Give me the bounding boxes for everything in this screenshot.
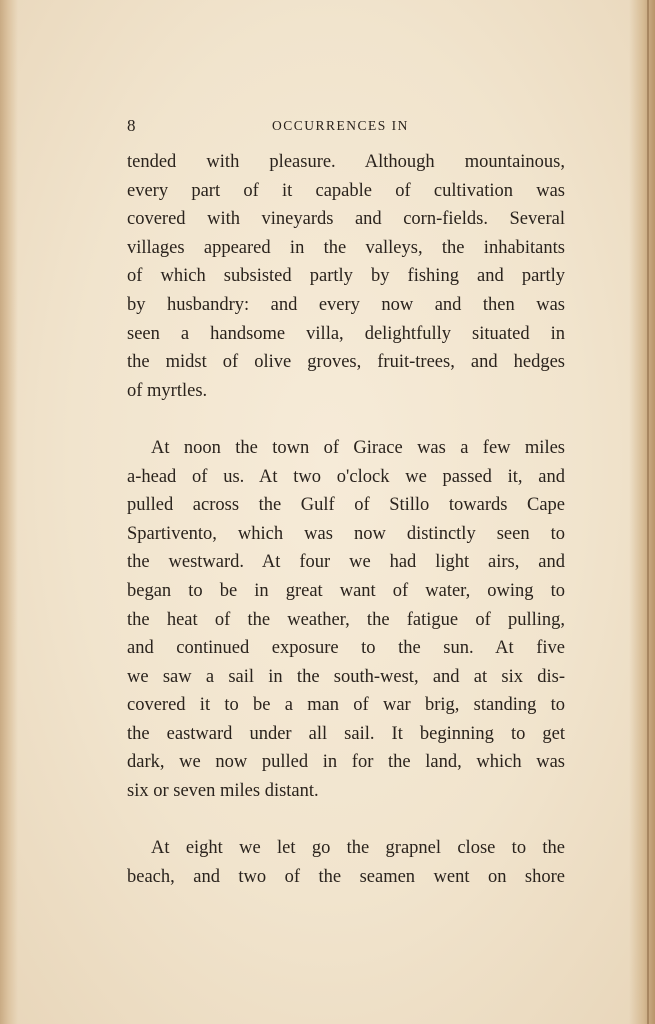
text-line: and continued exposure to the sun. At five xyxy=(127,638,565,659)
text-line: by husbandry: and every now and then was xyxy=(127,294,565,315)
text-line: we saw a sail in the south-west, and at six dis- xyxy=(127,666,565,687)
page-edge-line xyxy=(647,0,649,1024)
text-line: a-head of us. At two o'clock we passed it, and xyxy=(127,466,565,487)
page-edge xyxy=(629,0,655,1024)
text-line: of myrtles. xyxy=(127,380,208,401)
text-line: Spartivento, which was now distinctly seen to xyxy=(127,523,565,544)
text-line: the heat of the weather, the fatigue of pulling, xyxy=(127,609,565,630)
text-line: the midst of olive groves, fruit-trees, and hedges xyxy=(127,352,565,373)
page-header xyxy=(127,116,567,138)
text-line: beach, and two of the seamen went on shore xyxy=(127,866,565,887)
paragraph-gap xyxy=(127,405,565,434)
text-line: the eastward under all sail. It beginning to get xyxy=(127,723,565,744)
text-line: At eight we let go the grapnel close to the xyxy=(151,838,565,859)
text-line: the westward. At four we had light airs, and xyxy=(127,552,565,573)
text-line: covered with vineyards and corn-fields. Several xyxy=(127,209,565,230)
text-line: covered it to be a man of war brig, standing to xyxy=(127,695,565,716)
text-line: began to be in great want of water, owing to xyxy=(127,580,565,601)
text-line: every part of it capable of cultivation was xyxy=(127,180,565,201)
paragraph-gap xyxy=(127,806,565,835)
text-line: At noon the town of Girace was a few miles xyxy=(151,437,565,458)
text-line: six or seven miles distant. xyxy=(127,781,319,802)
running-head: OCCURRENCES IN xyxy=(272,118,409,133)
text-line: villages appeared in the valleys, the inhabitants xyxy=(127,237,565,258)
text-line: dark, we now pulled in for the land, which was xyxy=(127,752,565,773)
text-line: of which subsisted partly by fishing and partly xyxy=(127,266,565,287)
body-text xyxy=(127,148,565,891)
text-line: pulled across the Gulf of Stillo towards Cape xyxy=(127,495,565,516)
binding-edge xyxy=(0,0,18,1024)
text-line: tended with pleasure. Although mountainous, xyxy=(127,152,565,172)
page-number: 8 xyxy=(127,116,137,135)
text-line: seen a handsome villa, delightfully situated in xyxy=(127,323,565,344)
